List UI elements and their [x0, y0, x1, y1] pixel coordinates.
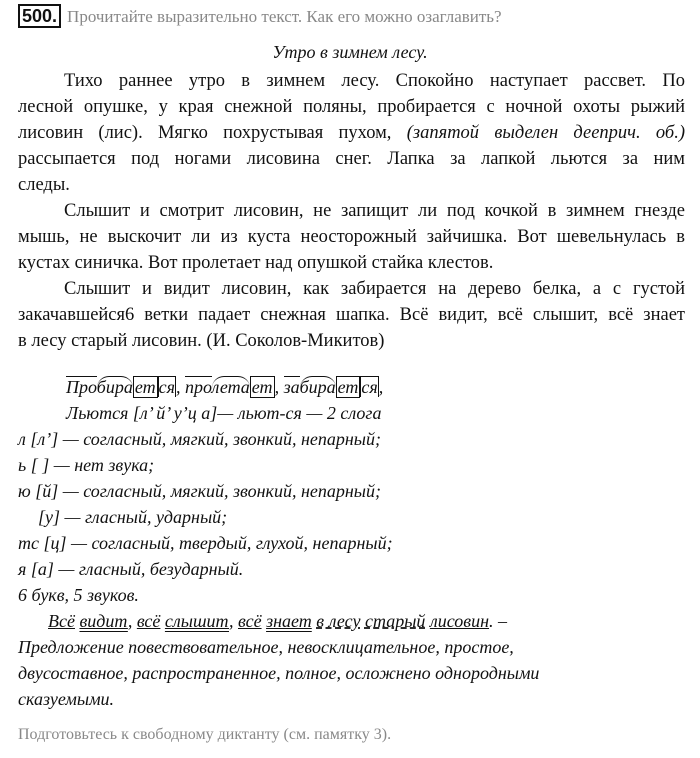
- sentence-word: слышит: [164, 611, 229, 631]
- line-text: лесной опушке, у края снежной поляны, пробирается с ночной охоты рыжий: [18, 97, 685, 117]
- analysis-line: ю [й] — согласный, мягкий, звонкий, непарный;: [18, 481, 381, 501]
- morpheme-pre: Про: [66, 377, 97, 397]
- grammar-note: (запятой выделен дееприч. об.): [406, 123, 686, 143]
- conclusion-line: Предложение повествовательное, невосклицательное, простое,: [18, 637, 514, 657]
- morpheme-word: [284, 376, 384, 398]
- text-line: [18, 94, 685, 120]
- text-line: [18, 198, 685, 224]
- morpheme-word: [185, 376, 284, 398]
- sentence-word: всё: [238, 611, 262, 631]
- morpheme-root: лета: [211, 377, 250, 397]
- morpheme-end: ет: [337, 377, 359, 397]
- line-text: Тихо раннее утро в зимнем лесу. Спокойно наступает рассвет. По: [64, 71, 685, 91]
- text-line: [18, 224, 685, 250]
- line-text: следы.: [18, 175, 70, 195]
- line-text: лисовин (лис). Мягко похрустывая пухом,: [18, 123, 407, 143]
- text-line: [18, 276, 685, 302]
- separator: ,: [378, 377, 384, 397]
- morpheme-end: ет: [134, 377, 156, 397]
- sentence-word: ,: [229, 611, 238, 631]
- analysis-line: [у] — гласный, ударный;: [38, 507, 228, 527]
- analysis-block: [18, 370, 685, 712]
- sentence-word: в лесу: [316, 611, 361, 631]
- morpheme-root: бира: [299, 377, 336, 397]
- text-line: [18, 328, 685, 354]
- sentence-description: [18, 634, 685, 712]
- line-text: кустах синичка. Вот пролетает над опушкой стайка клестов.: [18, 253, 494, 273]
- morpheme-root: бира: [96, 377, 133, 397]
- footer-task: Подготовьтесь к свободному диктанту (см. памятку 3).: [18, 726, 392, 743]
- sentence-word: всё: [136, 611, 161, 631]
- sentence-word: старый: [364, 611, 426, 631]
- line-text: Слышит и видит лисовин, как забирается на дерево белка, а с густой: [64, 279, 685, 299]
- analysis-line: тс [ц] — согласный, твердый, глухой, непарный;: [18, 533, 393, 553]
- analysis-line: л [л’] — согласный, мягкий, звонкий, непарный;: [18, 429, 381, 449]
- sentence-word: Всё: [48, 611, 75, 631]
- sentence-word: знает: [266, 611, 312, 631]
- exercise-header: [18, 4, 502, 28]
- line-text: в лесу старый лисовин. (И. Соколов-Микитов): [18, 331, 385, 351]
- exercise-number: 500.: [18, 4, 61, 28]
- text-line: [18, 172, 685, 198]
- conclusion-line: двусоставное, распространенное, полное, осложнено однородными: [18, 663, 540, 683]
- sentence-word: ,: [127, 611, 137, 631]
- morpheme-parse: [18, 374, 685, 400]
- sentence-word: лисовин: [429, 611, 490, 631]
- sentence-word: . –: [489, 611, 508, 631]
- sentence-word: видит: [79, 611, 128, 631]
- morpheme-end: ет: [251, 377, 273, 397]
- line-text: закачавшейся6 ветки падает снежная шапка. Всё видит, всё слышит, всё знает: [18, 305, 685, 325]
- line-text: Слышит и смотрит лисовин, не запищит ли под кочкой в зимнем гнезде: [64, 201, 685, 221]
- text-title: Утро в зимнем лесу.: [272, 42, 428, 62]
- separator: ,: [274, 377, 284, 397]
- line-text: рассыпается под ногами лисовина снег. Лапка за лапкой льются за ним: [18, 149, 685, 169]
- text-line: [18, 250, 685, 276]
- line-text: мышь, не выскочит ли из куста неосторожный зайчишка. Вот шевельнулась в: [18, 227, 685, 247]
- text-line: [18, 120, 685, 146]
- morpheme-word: [66, 376, 185, 398]
- analysis-line: Льются [л’ й’ у’ц а]— льют-ся — 2 слога: [66, 403, 382, 423]
- phonetic-analysis: [18, 400, 685, 608]
- analysis-line: 6 букв, 5 звуков.: [18, 585, 139, 605]
- separator: ,: [175, 377, 185, 397]
- morpheme-pre: за: [283, 377, 300, 397]
- morpheme-pf: ся: [158, 377, 175, 397]
- sentence-parse: [18, 608, 685, 634]
- morpheme-pre: про: [184, 377, 212, 397]
- analysis-line: я [а] — гласный, безударный.: [18, 559, 244, 579]
- text-body: [18, 68, 685, 354]
- text-line: [18, 302, 685, 328]
- text-line: [18, 146, 685, 172]
- morpheme-pf: ся: [361, 377, 378, 397]
- text-line: [18, 68, 685, 94]
- exercise-task: Прочитайте выразительно текст. Как его можно озаглавить?: [67, 7, 502, 26]
- conclusion-line: сказуемыми.: [18, 689, 115, 709]
- analysis-line: ь [ ] — нет звука;: [18, 455, 155, 475]
